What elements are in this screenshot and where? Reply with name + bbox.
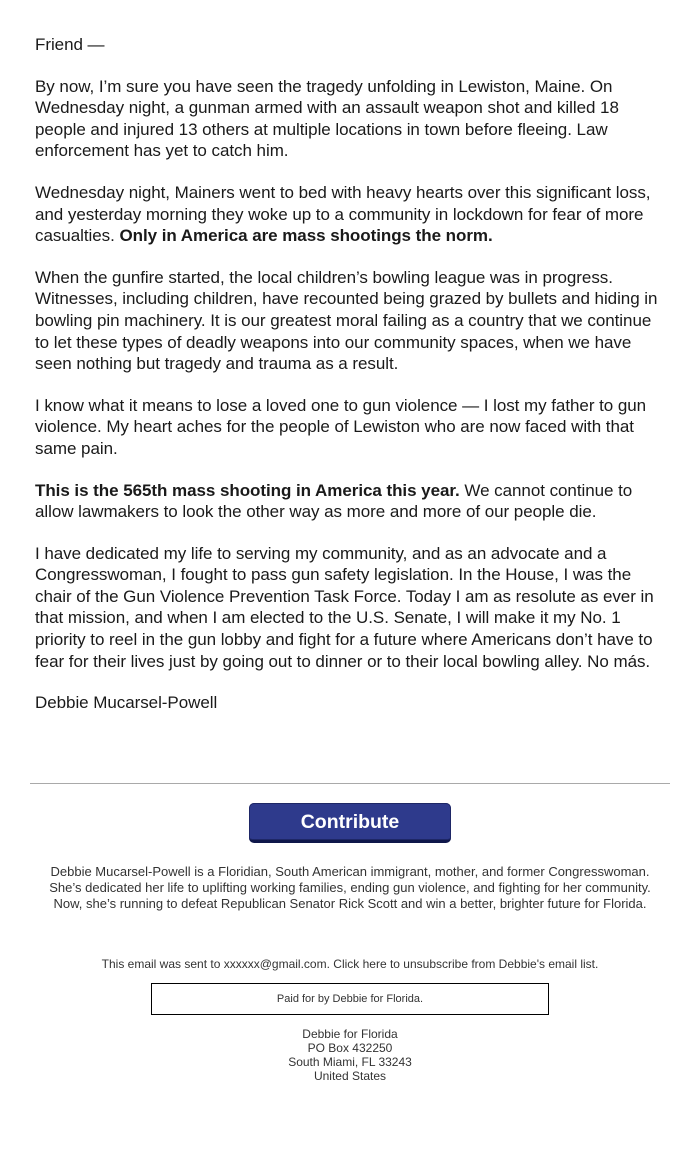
recipient-email: xxxxxx@gmail.com. — [223, 957, 330, 971]
address-line-4: United States — [313, 1069, 387, 1083]
paragraph-2-text: Wednesday night, Mainers went to bed with heavy hearts over this significant loss, and yesterday morning they woke up to a community in lockdown for fear of more casualties. — [35, 182, 651, 246]
candidate-bio: Debbie Mucarsel-Powell is a Floridian, South American immigrant, mother, and former Congresswoman. She’s dedicated her life to uplifting working families, ending gun violence, and fighting for her community. Now, she’s running to defeat Republican Senator Rick Scott and win a better, brighter future for Florida. — [49, 864, 651, 911]
paid-for-disclaimer: Paid for by Debbie for Florida. — [151, 983, 549, 1015]
paragraph-2-bold: Only in America are mass shootings the norm. — [119, 226, 493, 246]
paragraph-2 — [35, 182, 667, 247]
sent-prefix: This email was sent to — [101, 957, 221, 971]
contribute-container — [0, 803, 700, 843]
footer-divider — [30, 783, 670, 784]
signature: Debbie Mucarsel-Powell — [35, 693, 218, 713]
unsubscribe-link[interactable]: Click here to unsubscribe from Debbie's email list. — [333, 957, 599, 971]
paragraph-3: When the gunfire started, the local children’s bowling league was in progress. Witnesses, including children, have recounted being grazed by bullets and hiding in bowling pin machinery. It is our greatest moral failing as a country that we continue to let these types of deadly weapons into our community spaces, when we have seen nothing but tragedy and trauma as a result. — [35, 267, 658, 374]
address-line-2: PO Box 432250 — [307, 1041, 393, 1055]
address-line-1: Debbie for Florida — [302, 1027, 398, 1041]
mailing-address — [0, 1027, 700, 1083]
greeting: Friend — — [35, 35, 105, 54]
email-sent-notice — [0, 956, 700, 972]
paragraph-5 — [35, 480, 667, 523]
contribute-button[interactable]: Contribute — [249, 803, 451, 843]
paragraph-6: I have dedicated my life to serving my community, and as an advocate and a Congresswoman, I fought to pass gun safety legislation. In the House, I was the chair of the Gun Violence Prevention Task Force. Today I am as resolute as ever in that mission, and when I am elected to the U.S. Senate, I will make it my No. 1 priority to reel in the gun lobby and fight for a future where Americans don’t have to fear for their lives just by going out to dinner or to their local bowling alley. No más. — [35, 543, 654, 671]
paragraph-5-bold: This is the 565th mass shooting in America this year. — [35, 480, 460, 500]
paragraph-1: By now, I’m sure you have seen the tragedy unfolding in Lewiston, Maine. On Wednesday night, a gunman armed with an assault weapon shot and killed 18 people and injured 13 others at multiple locations in town before fleeing. Law enforcement has yet to catch him. — [35, 76, 619, 161]
paragraph-4: I know what it means to lose a loved one to gun violence — I lost my father to gun violence. My heart aches for the people of Lewiston who are now faced with that same pain. — [35, 395, 647, 458]
email-body — [35, 34, 667, 734]
address-line-3: South Miami, FL 33243 — [288, 1055, 412, 1069]
paragraph-5-text: We cannot continue to allow lawmakers to look the other way as more and more of our people die. — [35, 480, 633, 522]
